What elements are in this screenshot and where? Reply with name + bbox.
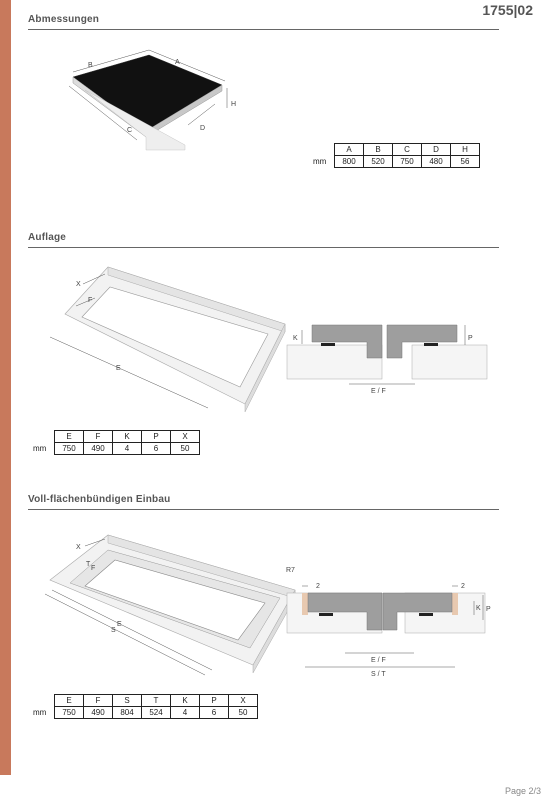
dim-label-t: T: [86, 561, 91, 568]
hob-dimension-diagram: [55, 50, 255, 160]
table-value: 490: [84, 707, 113, 719]
table-header: B: [364, 144, 393, 156]
dim-label-e: E: [117, 621, 122, 628]
document-code: 1755|02: [482, 2, 533, 18]
gap-label-left: 2: [316, 583, 320, 590]
table-header: K: [113, 431, 142, 443]
table-header: H: [451, 144, 480, 156]
table-value: 6: [200, 707, 229, 719]
dim-label-a: A: [175, 59, 180, 66]
section-title-flush-mount: Voll-flächenbündigen Einbau: [28, 494, 171, 505]
brand-sidebar-stripe: [0, 0, 11, 775]
flush-mount-cutout-diagram: [40, 530, 300, 680]
dim-label-f: F: [91, 565, 96, 572]
dim-label-e: E: [116, 365, 121, 372]
section-divider: [28, 247, 499, 248]
section-divider: [28, 509, 499, 510]
section-divider: [28, 29, 499, 30]
flush-mount-section-detail: [287, 578, 497, 678]
dim-label-f: F: [88, 297, 93, 304]
table-header: D: [422, 144, 451, 156]
table-header: K: [171, 695, 200, 707]
table-value: 50: [229, 707, 258, 719]
dim-label-s: S: [111, 627, 116, 634]
table-header: S: [113, 695, 142, 707]
dim-label-k: K: [476, 605, 481, 612]
table-value: 750: [55, 707, 84, 719]
table-value: 50: [171, 443, 200, 455]
dim-label-d: D: [200, 125, 206, 132]
table-value: 480: [422, 156, 451, 168]
radius-label-r7: R7: [286, 567, 295, 574]
dim-label-k: K: [293, 335, 298, 342]
table-header: C: [393, 144, 422, 156]
table-header: A: [335, 144, 364, 156]
table-value: 6: [142, 443, 171, 455]
section-title-auflage: Auflage: [28, 232, 67, 243]
unit-label: mm: [33, 708, 47, 717]
dim-label-c: C: [127, 127, 133, 134]
table-header: X: [171, 431, 200, 443]
table-value: 524: [142, 707, 171, 719]
table-value: 804: [113, 707, 142, 719]
dim-label-st: S / T: [371, 671, 386, 678]
surface-mount-section-detail: [287, 320, 487, 395]
dim-label-p: P: [468, 335, 473, 342]
dim-label-p: P: [486, 606, 491, 613]
dim-label-b: B: [88, 62, 93, 69]
table-header: F: [84, 431, 113, 443]
unit-label: mm: [33, 444, 47, 453]
gap-label-right: 2: [461, 583, 465, 590]
table-value: 56: [451, 156, 480, 168]
surface-mount-table: [33, 430, 200, 455]
table-value: 750: [55, 443, 84, 455]
dim-label-ef: E / F: [371, 388, 386, 395]
surface-mount-cutout-diagram: [40, 262, 290, 412]
table-value: 4: [171, 707, 200, 719]
dim-label-x: X: [76, 544, 81, 551]
dim-label-h: H: [231, 101, 237, 108]
flush-mount-table: [33, 694, 258, 719]
table-header: X: [229, 695, 258, 707]
table-value: 750: [393, 156, 422, 168]
table-value: 520: [364, 156, 393, 168]
table-value: 490: [84, 443, 113, 455]
table-value: 800: [335, 156, 364, 168]
dim-label-ef: E / F: [371, 657, 386, 664]
section-title-abmessungen: Abmessungen: [28, 14, 100, 25]
table-header: E: [55, 695, 84, 707]
dim-label-x: X: [76, 281, 81, 288]
unit-label: mm: [313, 157, 327, 166]
table-header: P: [142, 431, 171, 443]
table-header: E: [55, 431, 84, 443]
page-number: Page 2/3: [504, 786, 541, 796]
table-header: T: [142, 695, 171, 707]
table-header: P: [200, 695, 229, 707]
table-header: F: [84, 695, 113, 707]
table-value: 4: [113, 443, 142, 455]
dimensions-table: [313, 143, 480, 168]
